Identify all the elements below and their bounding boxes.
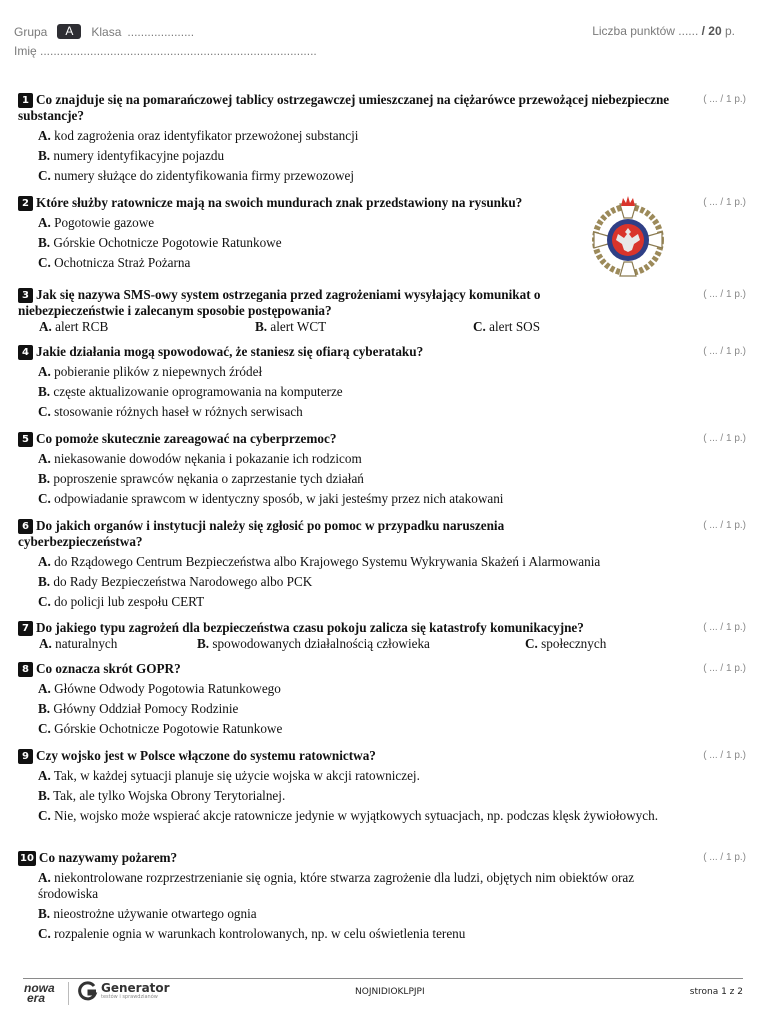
option-key: B. <box>38 235 51 250</box>
question-4 <box>18 344 690 420</box>
option-key: A. <box>38 870 51 885</box>
fire-brigade-emblem-icon <box>592 194 664 279</box>
option-key: B. <box>38 701 51 716</box>
points-max: 20 <box>708 24 722 38</box>
points-unit: p. <box>721 24 735 38</box>
question-points: ( ... / 1 p.) <box>703 346 746 357</box>
question-title <box>18 92 690 124</box>
option-a[interactable] <box>39 636 197 652</box>
options <box>38 128 690 184</box>
question-1 <box>18 92 690 184</box>
option-text: numery służące do zidentyfikowania firmy przewozowej <box>54 168 355 183</box>
option-b[interactable] <box>38 574 690 590</box>
option-text: Główny Oddział Pomocy Rodzinie <box>53 701 239 716</box>
options <box>39 636 690 652</box>
generator-name: Generator <box>101 981 170 995</box>
option-text: Ochotnicza Straż Pożarna <box>54 255 191 270</box>
generator-subtitle: testów i sprawdzianów <box>101 994 158 1000</box>
option-key: B. <box>38 574 51 589</box>
option-c[interactable] <box>38 926 688 942</box>
question-number-badge: 7 <box>18 621 33 636</box>
option-c[interactable] <box>38 255 578 271</box>
question-title <box>18 661 690 677</box>
generator-g-icon <box>78 981 98 1001</box>
option-a[interactable] <box>38 870 688 902</box>
question-text: Co nazywamy pożarem? <box>38 850 178 865</box>
question-text: Które służby ratownicze mają na swoich mundurach znak przedstawiony na rysunku? <box>36 195 523 210</box>
options <box>38 451 690 507</box>
option-key: A. <box>38 768 51 783</box>
option-key: A. <box>39 636 52 651</box>
option-c[interactable] <box>38 404 690 420</box>
option-c[interactable] <box>38 168 690 184</box>
option-a[interactable] <box>38 451 690 467</box>
option-a[interactable] <box>38 554 690 570</box>
points-label: Liczba punktów ...... <box>592 24 699 38</box>
option-key: B. <box>38 471 51 486</box>
option-text: do Rady Bezpieczeństwa Narodowego albo PCK <box>53 574 313 589</box>
question-title <box>18 431 690 447</box>
option-text: alert SOS <box>489 319 541 334</box>
question-8 <box>18 661 690 737</box>
option-text: do Rządowego Centrum Bezpieczeństwa albo Krajowego Systemu Wykrywania Skażeń i Alarmowania <box>54 554 601 569</box>
question-number-badge: 3 <box>18 288 33 303</box>
name-field[interactable]: ................................................................................... <box>40 44 317 58</box>
question-title <box>18 344 690 360</box>
question-number-badge: 2 <box>18 196 33 211</box>
question-points: ( ... / 1 p.) <box>703 852 746 863</box>
question-points: ( ... / 1 p.) <box>703 750 746 761</box>
option-text: Tak, w każdej sytuacji planuje się użycie wojska w akcji ratowniczej. <box>53 768 420 783</box>
option-b[interactable] <box>255 319 473 335</box>
option-b[interactable] <box>38 906 688 922</box>
question-3 <box>18 287 690 335</box>
class-label: Klasa <box>91 24 122 39</box>
question-title <box>18 195 578 211</box>
question-number-badge: 9 <box>18 749 33 764</box>
group-badge: A <box>57 24 81 39</box>
group-label: Grupa <box>14 24 48 39</box>
option-a[interactable] <box>38 768 658 784</box>
option-text: numery identyfikacyjne pojazdu <box>53 148 225 163</box>
option-b[interactable] <box>38 701 690 717</box>
option-text: niekasowanie dowodów nękania i pokazanie ich rodzicom <box>54 451 362 466</box>
question-6 <box>18 518 690 610</box>
option-a[interactable] <box>39 319 255 335</box>
options <box>39 319 690 335</box>
option-a[interactable] <box>38 364 690 380</box>
option-text: rozpalenie ognia w warunkach kontrolowanych, np. w celu oświetlenia terenu <box>54 926 466 941</box>
option-a[interactable] <box>38 681 690 697</box>
brand-line2: era <box>27 991 46 1005</box>
question-points: ( ... / 1 p.) <box>703 663 746 674</box>
option-c[interactable] <box>38 721 690 737</box>
question-points: ( ... / 1 p.) <box>703 433 746 444</box>
option-b[interactable] <box>38 788 658 804</box>
question-2 <box>18 195 578 271</box>
question-points: ( ... / 1 p.) <box>703 94 746 105</box>
question-number-badge: 4 <box>18 345 33 360</box>
question-points: ( ... / 1 p.) <box>703 197 746 208</box>
option-text: spowodowanych działalnością człowieka <box>212 636 430 651</box>
question-points: ( ... / 1 p.) <box>703 622 746 633</box>
question-5 <box>18 431 690 507</box>
option-b[interactable] <box>38 235 578 251</box>
option-b[interactable] <box>38 471 690 487</box>
option-key: C. <box>38 721 51 736</box>
option-text: częste aktualizowanie oprogramowania na komputerze <box>53 384 343 399</box>
option-key: B. <box>38 906 51 921</box>
option-text: Górskie Ochotnicze Pogotowie Ratunkowe <box>54 721 283 736</box>
page-number: strona 1 z 2 <box>689 987 743 997</box>
question-7 <box>18 620 690 652</box>
question-text: Co pomoże skutecznie zareagować na cyberprzemoc? <box>36 431 337 446</box>
option-text: społecznych <box>541 636 607 651</box>
header-name <box>14 44 317 58</box>
question-text: Co oznacza skrót GOPR? <box>36 661 181 676</box>
option-key: A. <box>38 364 51 379</box>
question-9 <box>18 748 690 824</box>
option-text: naturalnych <box>55 636 118 651</box>
question-text: Czy wojsko jest w Polsce włączone do systemu ratownictwa? <box>36 748 376 763</box>
option-b[interactable] <box>38 384 690 400</box>
question-title <box>18 748 690 764</box>
option-text: do policji lub zespołu CERT <box>54 594 205 609</box>
question-text: Do jakiego typu zagrożeń dla bezpieczeństwa czasu pokoju zalicza się katastrofy komunikacyjne? <box>36 620 584 635</box>
option-b[interactable] <box>38 148 690 164</box>
option-key: B. <box>255 319 268 334</box>
question-number-badge: 6 <box>18 519 33 534</box>
option-text: alert WCT <box>270 319 327 334</box>
option-key: A. <box>38 128 51 143</box>
question-text: Jak się nazywa SMS-owy system ostrzegania przed zagrożeniami wysyłający komunikat o niebezpieczeństwie i zalecanym sposobie postępowania? <box>18 287 541 318</box>
option-key: C. <box>38 491 51 506</box>
generator-logo <box>78 981 170 1001</box>
nowa-era-logo <box>24 983 55 1003</box>
option-key: C. <box>473 319 486 334</box>
option-c[interactable] <box>525 636 606 652</box>
option-key: B. <box>38 148 51 163</box>
option-text: stosowanie różnych haseł w różnych serwisach <box>54 404 303 419</box>
header-group-class <box>14 24 194 39</box>
option-text: pobieranie plików z niepewnych źródeł <box>54 364 263 379</box>
option-key: A. <box>38 681 51 696</box>
question-10 <box>18 850 690 942</box>
option-c[interactable] <box>38 594 690 610</box>
question-number-badge: 1 <box>18 93 33 108</box>
question-title <box>18 620 690 636</box>
option-key: B. <box>38 384 51 399</box>
option-key: A. <box>38 215 51 230</box>
option-text: kod zagrożenia oraz identyfikator przewożonej substancji <box>54 128 359 143</box>
options <box>38 768 658 824</box>
option-key: C. <box>38 168 51 183</box>
option-text: nieostrożne używanie otwartego ognia <box>53 906 257 921</box>
option-key: C. <box>38 404 51 419</box>
question-title <box>18 287 598 319</box>
option-key: A. <box>38 451 51 466</box>
option-key: B. <box>38 788 51 803</box>
class-field[interactable]: .................... <box>127 24 195 39</box>
logo-divider <box>68 982 69 1005</box>
option-text: odpowiadanie sprawcom w identyczny sposób, w jaki jesteśmy przez nich atakowani <box>54 491 504 506</box>
option-key: B. <box>197 636 210 651</box>
options <box>38 215 578 271</box>
options <box>38 870 688 942</box>
question-number-badge: 10 <box>20 853 34 864</box>
option-b[interactable] <box>197 636 525 652</box>
option-c[interactable] <box>38 491 690 507</box>
option-key: C. <box>38 926 51 941</box>
option-text: Pogotowie gazowe <box>54 215 155 230</box>
question-number-badge: 5 <box>18 432 33 447</box>
option-text: Nie, wojsko może wspierać akcje ratownicze jedynie w wyjątkowych sytuacjach, np. podczas klęsk żywiołowych. <box>54 808 658 823</box>
question-text: Do jakich organów i instytucji należy się zgłosić po pomoc w przypadku naruszenia cyberbezpieczeństwa? <box>18 518 505 549</box>
option-a[interactable] <box>38 215 578 231</box>
question-text: Jakie działania mogą spowodować, że staniesz się ofiarą cyberataku? <box>36 344 424 359</box>
option-c[interactable] <box>38 808 658 824</box>
option-a[interactable] <box>38 128 690 144</box>
options <box>38 681 690 737</box>
option-key: C. <box>38 808 51 823</box>
option-text: Górskie Ochotnicze Pogotowie Ratunkowe <box>53 235 282 250</box>
question-title <box>18 850 690 866</box>
footer-divider <box>23 978 743 979</box>
points-sep: / <box>698 24 709 38</box>
question-number-badge: 8 <box>18 662 33 677</box>
points-total <box>592 24 735 38</box>
option-text: Tak, ale tylko Wojska Obrony Terytorialnej. <box>53 788 286 803</box>
option-key: A. <box>39 319 52 334</box>
question-title <box>18 518 578 550</box>
option-text: niekontrolowane rozprzestrzenianie się ognia, które stwarza zagrożenie dla ludzi, objętych nim obiektów oraz środowiska <box>38 870 635 901</box>
option-key: A. <box>38 554 51 569</box>
option-key: C. <box>525 636 538 651</box>
brand-line1: nowa <box>24 981 55 995</box>
option-key: C. <box>38 255 51 270</box>
question-points: ( ... / 1 p.) <box>703 289 746 300</box>
option-key: C. <box>38 594 51 609</box>
test-code: NOJNIDIOKLPJPI <box>355 987 425 997</box>
question-text: Co znajduje się na pomarańczowej tablicy ostrzegawczej umieszczanej na ciężarówce przewożącej niebezpieczne substancje? <box>18 92 670 123</box>
option-c[interactable] <box>473 319 540 335</box>
option-text: alert RCB <box>55 319 109 334</box>
name-label: Imię <box>14 44 37 58</box>
options <box>38 554 690 610</box>
option-text: Główne Odwody Pogotowia Ratunkowego <box>54 681 281 696</box>
question-points: ( ... / 1 p.) <box>703 520 746 531</box>
option-text: poproszenie sprawców nękania o zaprzestanie tych działań <box>53 471 364 486</box>
options <box>38 364 690 420</box>
